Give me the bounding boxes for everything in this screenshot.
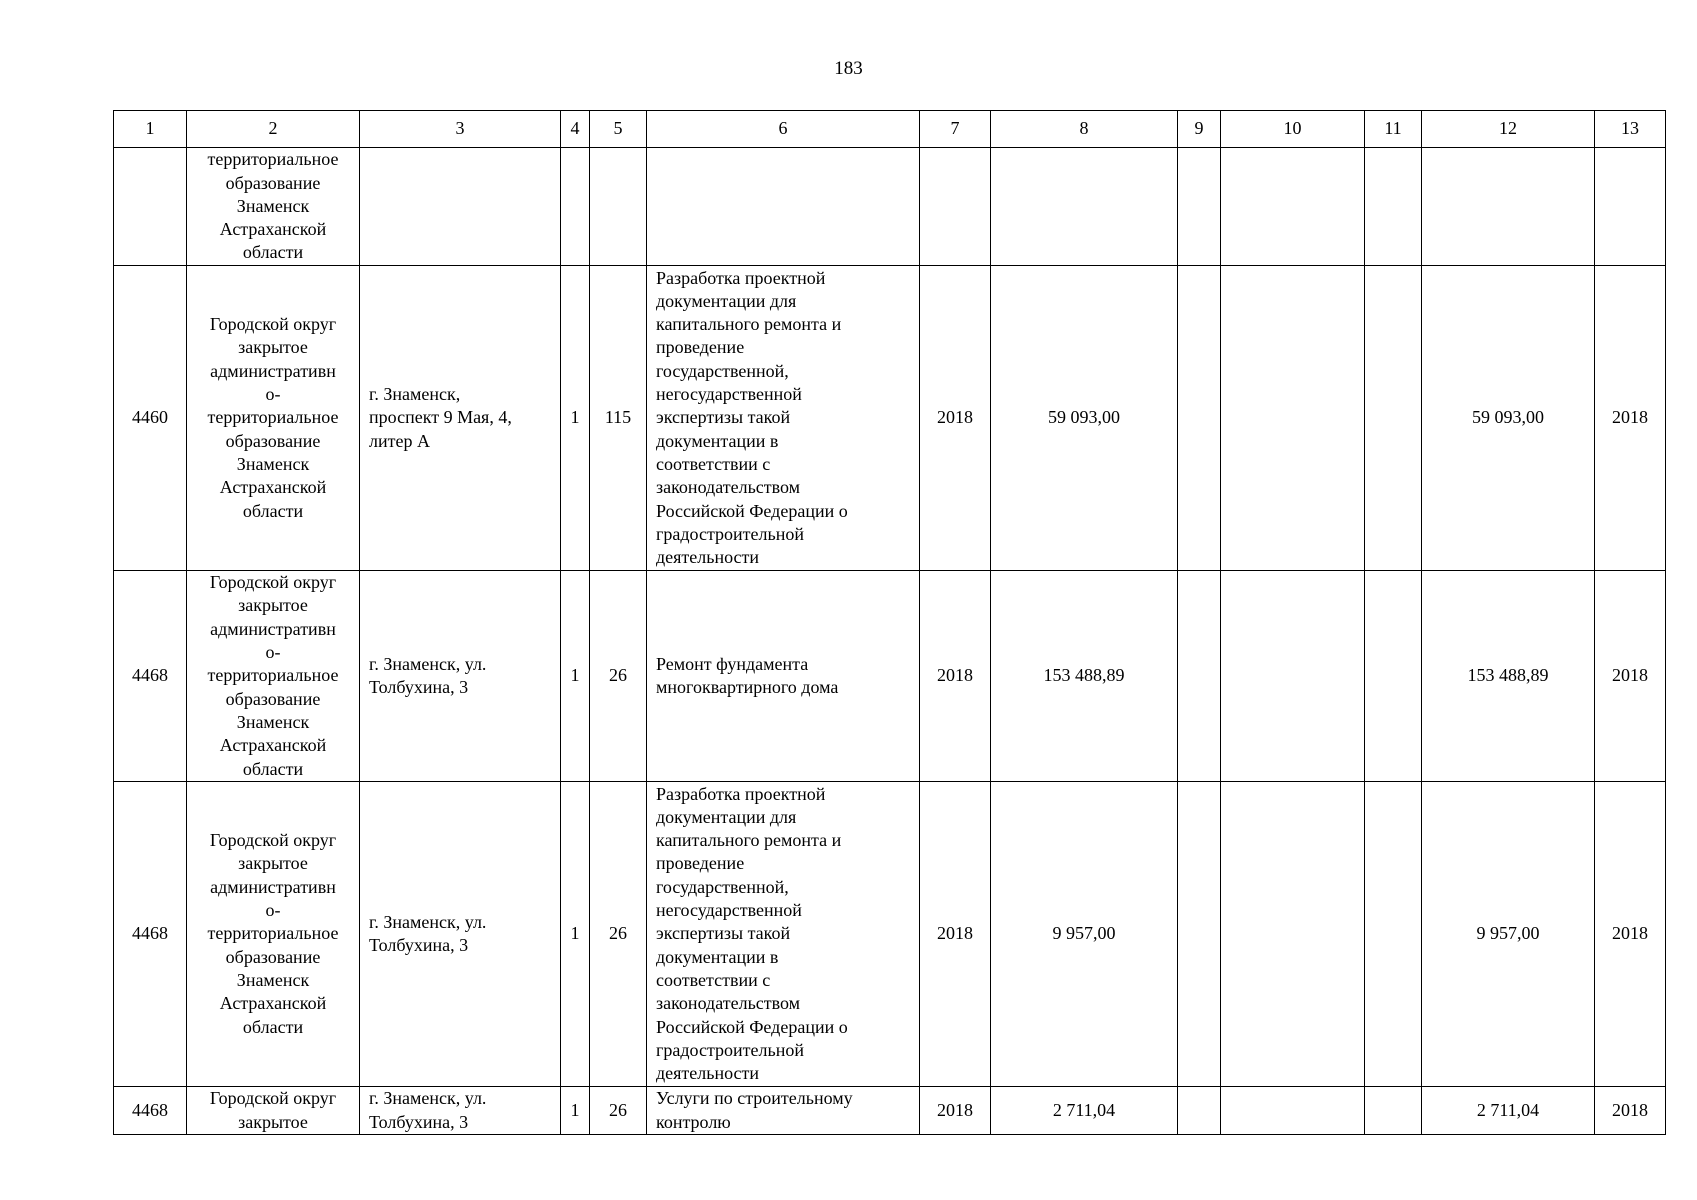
cell-amount: 9 957,00 <box>991 782 1178 1087</box>
cell-col10 <box>1221 148 1365 266</box>
cell-address: г. Знаменск, ул. Толбухина, 3 <box>360 1087 561 1135</box>
cell-number <box>114 148 187 266</box>
cell-col10 <box>1221 782 1365 1087</box>
cell-amount <box>991 148 1178 266</box>
table-row <box>114 1087 1666 1135</box>
cell-col4: 1 <box>561 1087 590 1135</box>
cell-work-description <box>647 148 920 266</box>
column-header: 1 <box>114 111 187 148</box>
cell-completion-year: 2018 <box>1595 266 1666 571</box>
cell-year: 2018 <box>920 782 991 1087</box>
table-row <box>114 571 1666 782</box>
column-header: 13 <box>1595 111 1666 148</box>
cell-amount: 59 093,00 <box>991 266 1178 571</box>
table-row <box>114 266 1666 571</box>
cell-year: 2018 <box>920 1087 991 1135</box>
cell-completion-year <box>1595 148 1666 266</box>
cell-amount-total: 153 488,89 <box>1422 571 1595 782</box>
cell-work-description: Разработка проектной документации для капитального ремонта и проведение государственной, негосударственной экспертизы такой документации в соответствии с законодательством Российской Федерации о градостроительной деятельности <box>647 266 920 571</box>
cell-col11 <box>1365 1087 1422 1135</box>
cell-amount-total: 2 711,04 <box>1422 1087 1595 1135</box>
cell-amount-total: 59 093,00 <box>1422 266 1595 571</box>
cell-completion-year: 2018 <box>1595 782 1666 1087</box>
cell-col9 <box>1178 266 1221 571</box>
cell-col11 <box>1365 571 1422 782</box>
cell-col11 <box>1365 148 1422 266</box>
cell-col5 <box>590 148 647 266</box>
cell-col9 <box>1178 571 1221 782</box>
column-header: 3 <box>360 111 561 148</box>
column-header: 11 <box>1365 111 1422 148</box>
cell-work-description: Ремонт фундамента многоквартирного дома <box>647 571 920 782</box>
cell-address <box>360 148 561 266</box>
cell-col10 <box>1221 571 1365 782</box>
cell-col10 <box>1221 1087 1365 1135</box>
column-header: 5 <box>590 111 647 148</box>
cell-municipality: Городской округ закрытое <box>187 1087 360 1135</box>
cell-year: 2018 <box>920 571 991 782</box>
cell-amount-total <box>1422 148 1595 266</box>
column-header: 12 <box>1422 111 1595 148</box>
cell-amount: 153 488,89 <box>991 571 1178 782</box>
cell-col5: 26 <box>590 1087 647 1135</box>
cell-year <box>920 148 991 266</box>
cell-number: 4468 <box>114 571 187 782</box>
cell-col4 <box>561 148 590 266</box>
table-row <box>114 148 1666 266</box>
cell-amount-total: 9 957,00 <box>1422 782 1595 1087</box>
cell-municipality: территориальное образование Знаменск Астраханской области <box>187 148 360 266</box>
cell-col4: 1 <box>561 266 590 571</box>
column-header: 8 <box>991 111 1178 148</box>
cell-col5: 26 <box>590 571 647 782</box>
cell-completion-year: 2018 <box>1595 571 1666 782</box>
cell-work-description: Услуги по строительному контролю <box>647 1087 920 1135</box>
cell-number: 4468 <box>114 1087 187 1135</box>
cell-col11 <box>1365 266 1422 571</box>
cell-amount: 2 711,04 <box>991 1087 1178 1135</box>
cell-municipality: Городской округ закрытое административн о- территориальное образование Знаменск Астраханской области <box>187 782 360 1087</box>
cell-municipality: Городской округ закрытое административн о- территориальное образование Знаменск Астраханской области <box>187 266 360 571</box>
cell-address: г. Знаменск, проспект 9 Мая, 4, литер А <box>360 266 561 571</box>
header-row <box>114 111 1666 148</box>
works-table <box>113 110 1666 1135</box>
cell-col5: 115 <box>590 266 647 571</box>
table-row <box>114 782 1666 1087</box>
column-header: 10 <box>1221 111 1365 148</box>
cell-col10 <box>1221 266 1365 571</box>
cell-col9 <box>1178 148 1221 266</box>
cell-number: 4460 <box>114 266 187 571</box>
column-header: 6 <box>647 111 920 148</box>
column-header: 7 <box>920 111 991 148</box>
cell-col11 <box>1365 782 1422 1087</box>
cell-address: г. Знаменск, ул. Толбухина, 3 <box>360 571 561 782</box>
cell-work-description: Разработка проектной документации для капитального ремонта и проведение государственной, негосударственной экспертизы такой документации в соответствии с законодательством Российской Федерации о градостроительной деятельности <box>647 782 920 1087</box>
column-header: 4 <box>561 111 590 148</box>
cell-completion-year: 2018 <box>1595 1087 1666 1135</box>
cell-col9 <box>1178 1087 1221 1135</box>
cell-municipality: Городской округ закрытое административн о- территориальное образование Знаменск Астраханской области <box>187 571 360 782</box>
column-header: 9 <box>1178 111 1221 148</box>
cell-year: 2018 <box>920 266 991 571</box>
cell-col9 <box>1178 782 1221 1087</box>
column-header: 2 <box>187 111 360 148</box>
page-number: 183 <box>834 58 863 79</box>
cell-number: 4468 <box>114 782 187 1087</box>
cell-col4: 1 <box>561 571 590 782</box>
cell-address: г. Знаменск, ул. Толбухина, 3 <box>360 782 561 1087</box>
cell-col4: 1 <box>561 782 590 1087</box>
cell-col5: 26 <box>590 782 647 1087</box>
